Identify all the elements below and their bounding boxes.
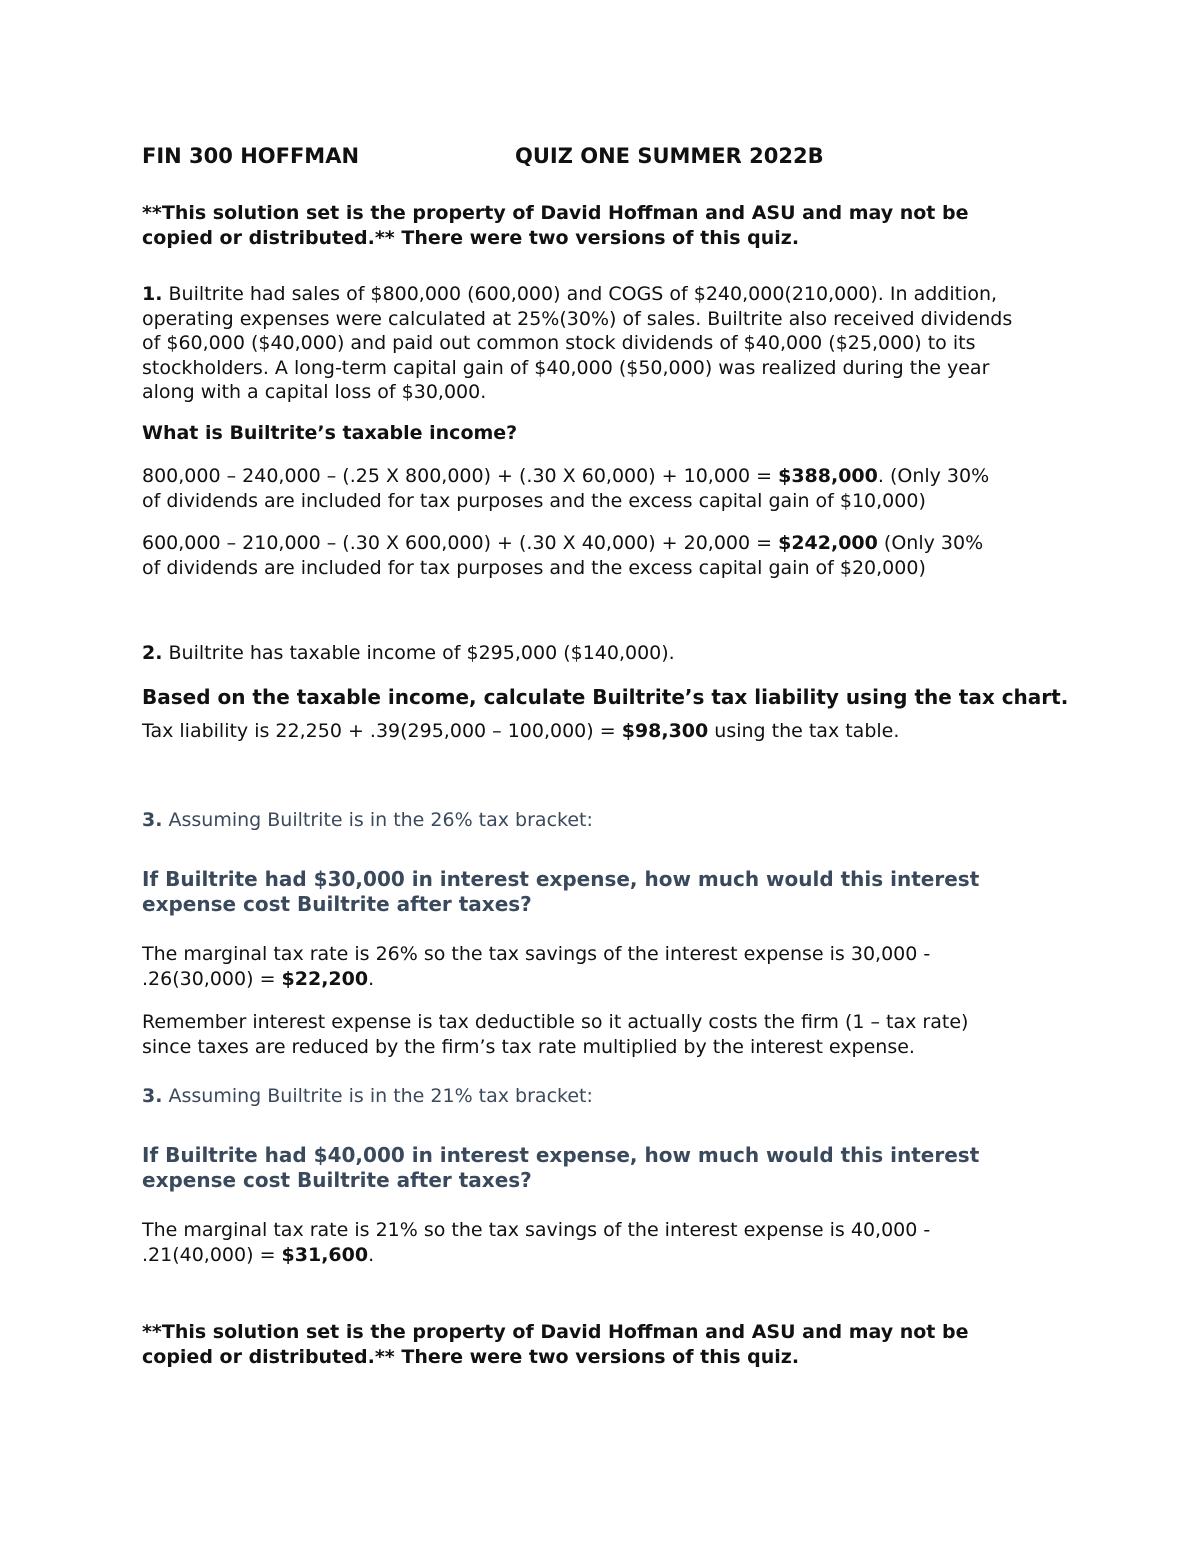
- answer-value: $388,000: [778, 465, 878, 487]
- question-3a-text: 3. Assuming Builtrite is in the 26% tax bracket:: [142, 809, 593, 831]
- answer-value: $98,300: [621, 720, 709, 742]
- copyright-notice-top: **This solution set is the property of David Hoffman and ASU and may not be copied or distributed.** There were two versions of this quiz.: [142, 202, 969, 249]
- question-number: 3.: [142, 809, 163, 831]
- answer-value: $22,200: [281, 967, 369, 990]
- question-2-text: 2. Builtrite has taxable income of $295,000 ($140,000).: [142, 642, 675, 664]
- question-2-prompt: Based on the taxable income, calculate Builtrite’s tax liability using the tax chart.: [142, 685, 1069, 709]
- question-3b-answer: The marginal tax rate is 21% so the tax savings of the interest expense is 40,000 - .21(40,000) = $31,600.: [142, 1219, 931, 1266]
- question-1-answer-b: 600,000 – 210,000 – (.30 X 600,000) + (.30 X 40,000) + 20,000 = $242,000 (Only 30% of dividends are included for tax purposes and the excess capital gain of $20,000): [142, 532, 984, 579]
- question-3b-text: 3. Assuming Builtrite is in the 21% tax bracket:: [142, 1085, 593, 1107]
- quiz-title: QUIZ ONE SUMMER 2022B: [515, 144, 824, 168]
- question-1-text: 1. Builtrite had sales of $800,000 (600,000) and COGS of $240,000(210,000). In addition, operating expenses were calculated at 25%(30%) of sales. Builtrite also received dividends of $60,000 ($40,000) and paid out common stock dividends of $40,000 ($25,000) to its stockholders. A long-term capital gain of $40,000 ($50,000) was realized during the year along with a capital loss of $30,000.: [142, 283, 1013, 403]
- question-1-prompt: What is Builtrite’s taxable income?: [142, 422, 518, 444]
- question-number: 1.: [142, 283, 163, 305]
- question-number: 3.: [142, 1085, 163, 1107]
- question-number: 2.: [142, 642, 163, 664]
- course-title: FIN 300 HOFFMAN: [142, 144, 360, 168]
- question-3a-answer: The marginal tax rate is 26% so the tax savings of the interest expense is 30,000 - .26(30,000) = $22,200.: [142, 943, 931, 990]
- answer-value: $31,600: [281, 1243, 369, 1266]
- question-1-answer-a: 800,000 – 240,000 – (.25 X 800,000) + (.30 X 60,000) + 10,000 = $388,000. (Only 30% of dividends are included for tax purposes and the excess capital gain of $10,000): [142, 465, 990, 512]
- question-3a-note: Remember interest expense is tax deductible so it actually costs the firm (1 – tax rate) since taxes are reduced by the firm’s tax rate multiplied by the interest expense.: [142, 1011, 969, 1058]
- question-3a-prompt: If Builtrite had $30,000 in interest expense, how much would this interest expense cost Builtrite after taxes?: [142, 867, 980, 916]
- answer-value: $242,000: [778, 532, 878, 554]
- question-3b-prompt: If Builtrite had $40,000 in interest expense, how much would this interest expense cost Builtrite after taxes?: [142, 1143, 980, 1192]
- question-2-answer: Tax liability is 22,250 + .39(295,000 – 100,000) = $98,300 using the tax table.: [142, 720, 900, 742]
- copyright-notice-bottom: **This solution set is the property of David Hoffman and ASU and may not be copied or distributed.** There were two versions of this quiz.: [142, 1321, 969, 1368]
